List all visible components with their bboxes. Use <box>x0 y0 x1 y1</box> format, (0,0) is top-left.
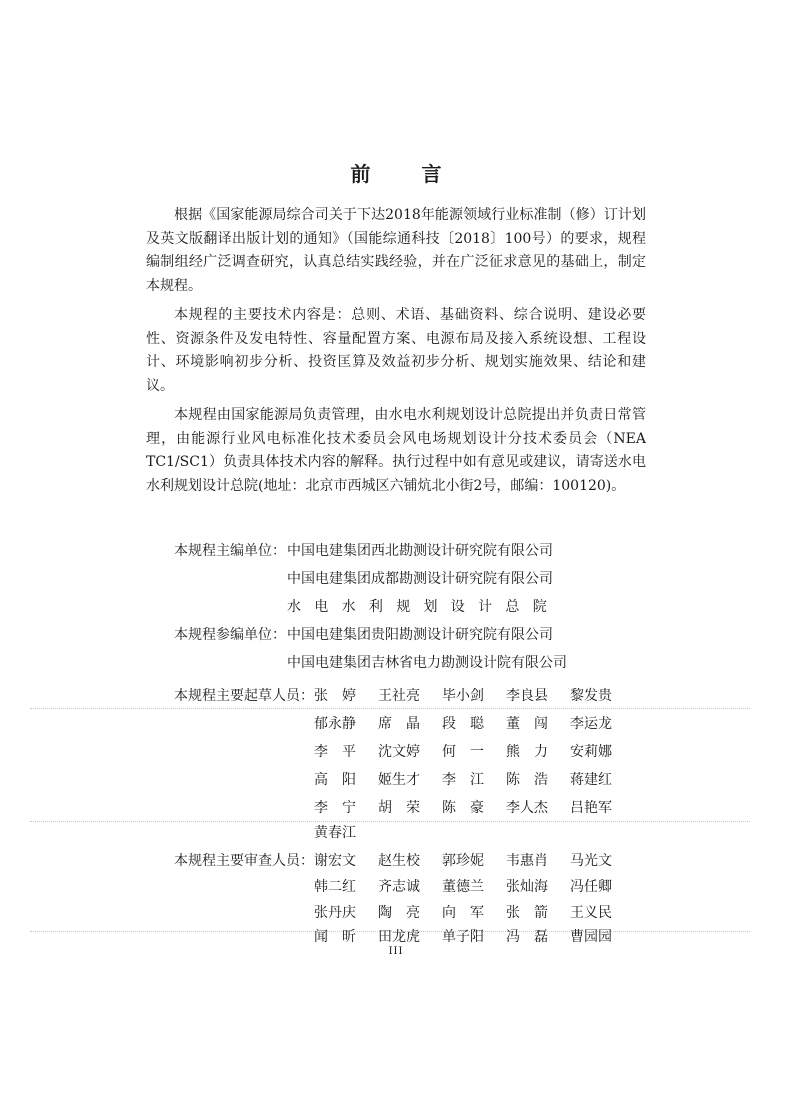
drafter-name: 王社亮 <box>378 688 420 704</box>
page-number: III <box>388 946 404 957</box>
drafter-name: 吕艳军 <box>570 800 612 816</box>
drafter-name: 席 晶 <box>378 716 420 732</box>
page-title: 前 言 <box>350 162 464 186</box>
reviewer-name: 郭珍妮 <box>442 853 484 869</box>
participant-unit-2: 中国电建集团吉林省电力勘测设计院有限公司 <box>287 655 567 671</box>
drafter-name: 段 聪 <box>442 716 484 732</box>
dotted-divider <box>30 708 750 709</box>
reviewer-name: 马光文 <box>570 853 612 869</box>
chief-editor-unit-1: 中国电建集团西北勘测设计研究院有限公司 <box>287 543 553 559</box>
drafter-name: 陈 浩 <box>506 772 548 788</box>
drafter-name: 李人杰 <box>506 800 548 816</box>
reviewer-name: 谢宏文 <box>314 853 356 869</box>
reviewer-name: 向 军 <box>442 905 484 921</box>
drafter-name: 何 一 <box>442 744 484 760</box>
reviewer-name: 田龙虎 <box>378 929 420 945</box>
reviewer-name: 韦惠肖 <box>506 853 548 869</box>
reviewer-name: 齐志诚 <box>378 879 420 895</box>
drafter-name: 郁永静 <box>314 716 356 732</box>
reviewer-name: 张灿海 <box>506 879 548 895</box>
chief-editor-unit-3: 水电水利规划设计总院 <box>287 599 560 615</box>
reviewer-name: 张丹庆 <box>314 905 356 921</box>
reviewer-name: 赵生校 <box>378 853 420 869</box>
drafter-name: 陈 豪 <box>442 800 484 816</box>
drafter-name: 李 江 <box>442 772 484 788</box>
reviewer-name: 冯 磊 <box>506 929 548 945</box>
drafter-name: 张 婷 <box>314 688 356 704</box>
reviewer-name: 董德兰 <box>442 879 484 895</box>
drafter-name: 李运龙 <box>570 716 612 732</box>
drafter-name: 董 闯 <box>506 716 548 732</box>
drafter-name: 李 宁 <box>314 800 356 816</box>
drafter-name: 毕小剑 <box>442 688 484 704</box>
drafter-name: 沈文婷 <box>378 744 420 760</box>
drafter-name: 黄春江 <box>314 825 356 841</box>
reviewer-name: 张 箭 <box>506 905 548 921</box>
drafter-name: 姬生才 <box>378 772 420 788</box>
paragraph-main-contents: 本规程的主要技术内容是：总则、术语、基础资料、综合说明、建设必要性、资源条件及发电特性、容量配置方案、电源布局及接入系统设想、工程设计、环境影响初步分析、投资匡算及效益初步分析、规划实施效果、结论和建议。 <box>146 307 646 394</box>
reviewer-name: 单子阳 <box>442 929 484 945</box>
document-page: 前 言 根据《国家能源局综合司关于下达2018年能源领域行业标准制（修）订计划及英文版翻译出版计划的通知》（国能综通科技〔2018〕100号）的要求，规程编制组经广泛调查研究，认真总结实践经验，并在广泛征求意见的基础上，制定本规程。 本规程的主要技术内容是：总则、术语、基础资料、综合说明、建设必要性、资源条件及发电特性、容量配置方案、电源布局及接入系统设想、工程设计、环境影响初步分析、投资匡算及效益初步分析、规划实施效果、结论和建议。 本规程由国家能源局负责管理，由水电水利规划设计总院提出并负责日常管理，由能源行业风电标准化技术委员会风电场规划设计分技术委员会（NEA TC1/SC1）负责具体技术内容的解释。执行过程中如有意见或建议，请寄送水电水利规划设计总院(地址：北京市西城区六铺炕北小街2号，邮编：100120)。 本规程主编单位： 中国电建集团西北勘测设计研究院有限公司 中国电建集团成都勘测设计研究院有限公司 水电水利规划设计总院 本规程参编单位： 中国电建集团贵阳勘测设计研究院有限公司 中国电建集团吉林省电力勘测设计院有限公司 本规程主要起草人员： 张 婷 王社亮 毕小剑 李良县 黎发贵 郁永静 席 晶 段 聪 董 闯 李运龙 李 平 沈文婷 何 一 熊 力 安莉娜 高 阳 姬生才 李 江 陈 浩 蒋建红 李 宁 胡 荣 陈 豪 李人杰 吕艳军 黄春江 本规程主要审查人员： 谢宏文 赵生校 郭珍妮 韦惠肖 马光文 韩二红 齐志诚 董德兰 张灿海 冯任卿 张丹庆 陶 亮 向 军 张 箭 王义民 闻 昕 田龙虎 单子阳 冯 磊 曹园园 III <box>0 0 792 1120</box>
reviewer-name: 曹园园 <box>570 929 612 945</box>
participant-unit-1: 中国电建集团贵阳勘测设计研究院有限公司 <box>287 627 553 643</box>
reviewer-name: 陶 亮 <box>378 905 420 921</box>
drafter-name: 李 平 <box>314 744 356 760</box>
drafter-name: 蒋建红 <box>570 772 612 788</box>
drafter-name: 胡 荣 <box>378 800 420 816</box>
drafter-name: 安莉娜 <box>570 744 612 760</box>
paragraph-plan-basis: 根据《国家能源局综合司关于下达2018年能源领域行业标准制（修）订计划及英文版翻译出版计划的通知》（国能综通科技〔2018〕100号）的要求，规程编制组经广泛调查研究，认真总结实践经验，并在广泛征求意见的基础上，制定本规程。 <box>146 207 646 294</box>
drafter-name: 黎发贵 <box>570 688 612 704</box>
preface-body <box>146 204 646 504</box>
reviewer-name: 韩二红 <box>314 879 356 895</box>
chief-editor-unit-2: 中国电建集团成都勘测设计研究院有限公司 <box>287 571 553 587</box>
dotted-divider <box>30 821 750 822</box>
paragraph-management: 本规程由国家能源局负责管理，由水电水利规划设计总院提出并负责日常管理，由能源行业风电标准化技术委员会风电场规划设计分技术委员会（NEA TC1/SC1）负责具体技术内容的解释。执行过程中如有意见或建议，请寄送水电水利规划设计总院(地址：北京市西城区六铺炕北小街2号，邮编：100120)。 <box>146 407 646 494</box>
drafter-name: 高 阳 <box>314 772 356 788</box>
reviewer-name: 王义民 <box>570 905 612 921</box>
reviewer-name: 闻 昕 <box>314 929 356 945</box>
drafter-name: 熊 力 <box>506 744 548 760</box>
reviewer-name: 冯任卿 <box>570 879 612 895</box>
drafter-name: 李良县 <box>506 688 548 704</box>
